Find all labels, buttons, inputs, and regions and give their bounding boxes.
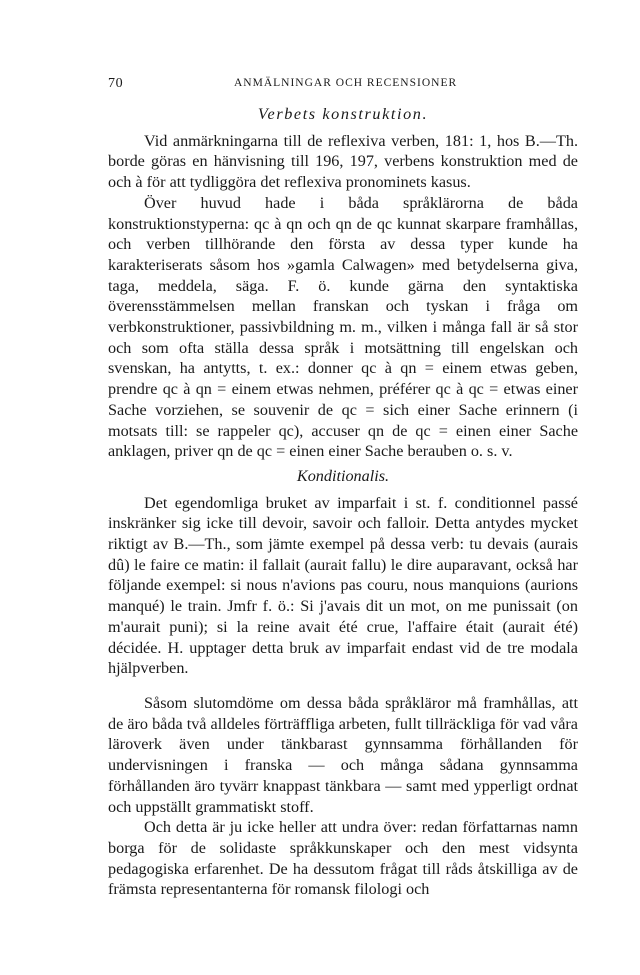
paragraph-verbets-2: Över huvud hade i båda språklärorna de båda konstruktionstyperna: qc à qn och qn de qc kunnat skarpare framhållas, och verben tillhörande den första av dessa typer kunde ha karakteriserats såsom hos »gamla Calwagen» med betydelserna giva, taga, meddela, säga. F. ö. kunde gärna den syntaktiska överensstämmelsen mellan franskan och tyskan i fråga om verbkonstruktioner, passivbildning m. m., vilken i många fall är så stor och som ofta ställa dessa språk i motsättning till engelskan och svenskan, ha antytts, t. ex.: donner qc à qn = einem etwas geben, prendre qc à qn = einem etwas nehmen, préférer qc à qc = etwas einer Sache vorziehen, se souvenir de qc = sich einer Sache erinnern (i motsats till: se rappeler qc), accuser qn de qc = einen einer Sache anklagen, priver qn de qc = einen einer Sache berauben o. s. v. xyxy=(108,193,578,461)
section-heading-konditionalis: Konditionalis. xyxy=(296,466,390,485)
section-heading-verbets-konstruktion: Verbets konstruktion. xyxy=(257,105,429,123)
paragraph-verbets-1: Vid anmärkningarna till de reflexiva verben, 181: 1, hos B.—Th. borde göras en hänvisning till 196, 197, verbens konstruktion med de och à för att tydliggöra det reflexiva pronominets kasus. xyxy=(108,131,578,192)
paragraph-closing-1: Såsom slutomdöme om dessa båda språkläror må framhållas, att de äro båda två alldeles förträffliga arbeten, fullt tillräckliga för vad våra läroverk även under tänkbarast gynnsamma förhållanden för undervisningen i franska — och många sådana gynnsamma förhållanden äro tyvärr knappast tänkbara — samt med ypperligt ordnat och uppställt grammatiskt stoff. xyxy=(108,693,578,816)
page-body xyxy=(108,104,578,900)
running-title: ANMÄLNINGAR OCH RECENSIONER xyxy=(234,77,458,89)
paragraph-closing-2: Och detta är ju icke heller att undra över: redan författarnas namn borga för de solidaste språkkunskaper och den mest vidsynta pedagogiska erfarenhet. De ha dessutom frågat till råds åtskilliga av de främsta representanterna för romansk filologi och xyxy=(108,818,578,899)
paragraph-konditionalis: Det egendomliga bruket av imparfait i st. f. conditionnel passé inskränker sig icke till devoir, savoir och falloir. Detta antydes mycket riktigt av B.—Th., som jämte exempel på dessa verb: tu devais (aurais dû) le faire ce matin: il fallait (aurait fallu) le dire auparavant, också har följande exempel: si nous n'avions pas couru, nous manquions (aurions manqué) le train. Jmfr f. ö.: Si j'avais dit un mot, on me punissait (on m'aurait puni); si la reine avait été crue, l'affaire était (aurait été) décidée. H. upptager detta bruk av imparfait endast vid de tre modala hjälpverben. xyxy=(108,493,578,678)
page-number: 70 xyxy=(108,76,124,91)
